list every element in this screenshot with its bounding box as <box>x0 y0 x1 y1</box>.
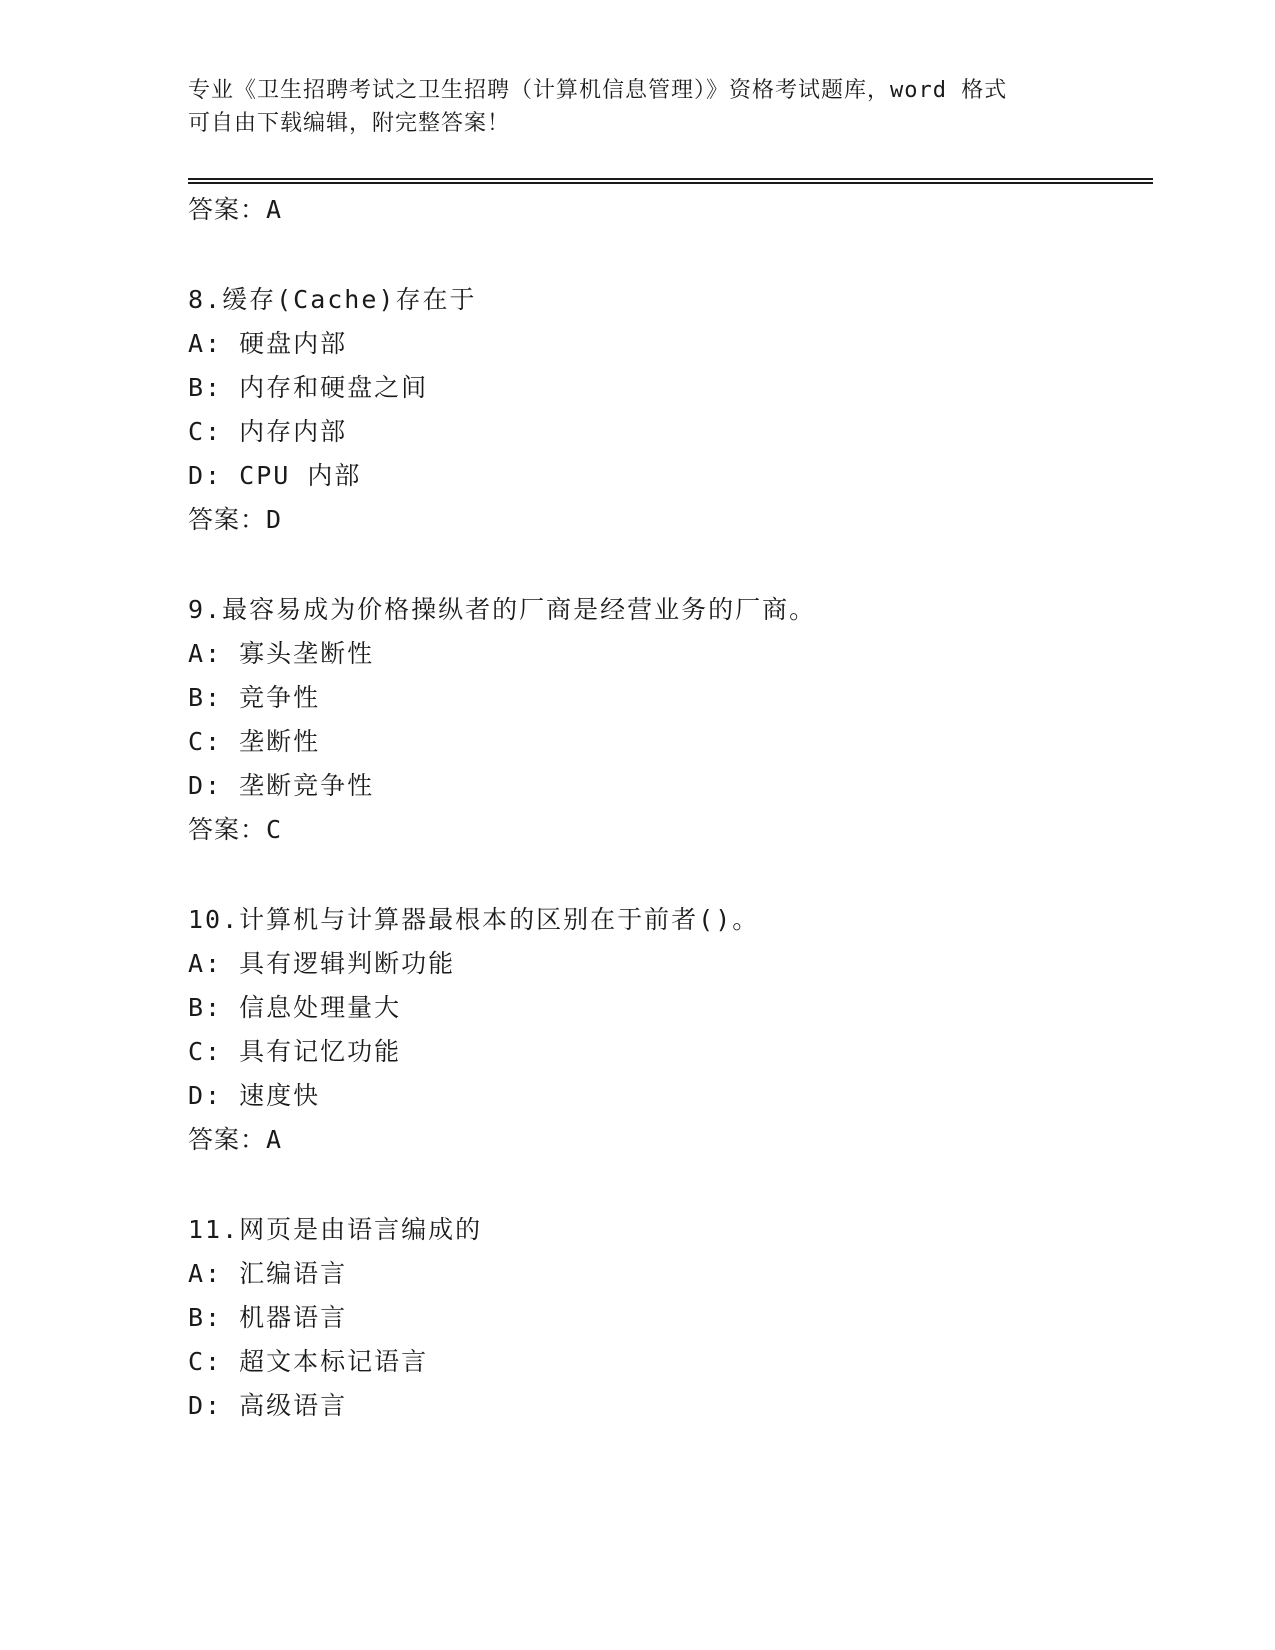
question-11-option-d: D: 高级语言 <box>188 1391 348 1420</box>
question-9-option-b: B: 竞争性 <box>188 683 321 712</box>
document-header <box>188 74 1088 140</box>
question-10-option-c: C: 具有记忆功能 <box>188 1037 402 1066</box>
question-9-stem: 9.最容易成为价格操纵者的厂商是经营业务的厂商。 <box>188 595 817 624</box>
question-8-option-d: D: CPU 内部 <box>188 461 362 490</box>
question-10-stem: 10.计算机与计算器最根本的区别在于前者()。 <box>188 905 760 934</box>
header-line-1: 专业《卫生招聘考试之卫生招聘（计算机信息管理）》资格考试题库，word 格式 <box>188 78 1008 103</box>
question-9-answer: 答案：C <box>188 815 283 844</box>
question-10-option-d: D: 速度快 <box>188 1081 321 1110</box>
question-9-option-c: C: 垄断性 <box>188 727 321 756</box>
header-line-2: 可自由下载编辑，附完整答案！ <box>188 111 511 136</box>
question-8-option-a: A: 硬盘内部 <box>188 329 348 358</box>
header-double-rule <box>188 178 1153 184</box>
question-11-stem: 11.网页是由语言编成的 <box>188 1215 483 1244</box>
question-9-option-a: A: 寡头垄断性 <box>188 639 375 668</box>
question-10-answer: 答案：A <box>188 1125 283 1154</box>
question-11-option-c: C: 超文本标记语言 <box>188 1347 429 1376</box>
question-10-option-b: B: 信息处理量大 <box>188 993 402 1022</box>
question-8-stem: 8.缓存(Cache)存在于 <box>188 285 477 314</box>
question-11-option-a: A: 汇编语言 <box>188 1259 348 1288</box>
question-8-option-c: C: 内存内部 <box>188 417 348 446</box>
question-11-option-b: B: 机器语言 <box>188 1303 348 1332</box>
answer-prev: 答案：A <box>188 195 283 224</box>
question-8-answer: 答案：D <box>188 505 283 534</box>
question-8-option-b: B: 内存和硬盘之间 <box>188 373 429 402</box>
question-10-option-a: A: 具有逻辑判断功能 <box>188 949 456 978</box>
question-9-option-d: D: 垄断竞争性 <box>188 771 375 800</box>
